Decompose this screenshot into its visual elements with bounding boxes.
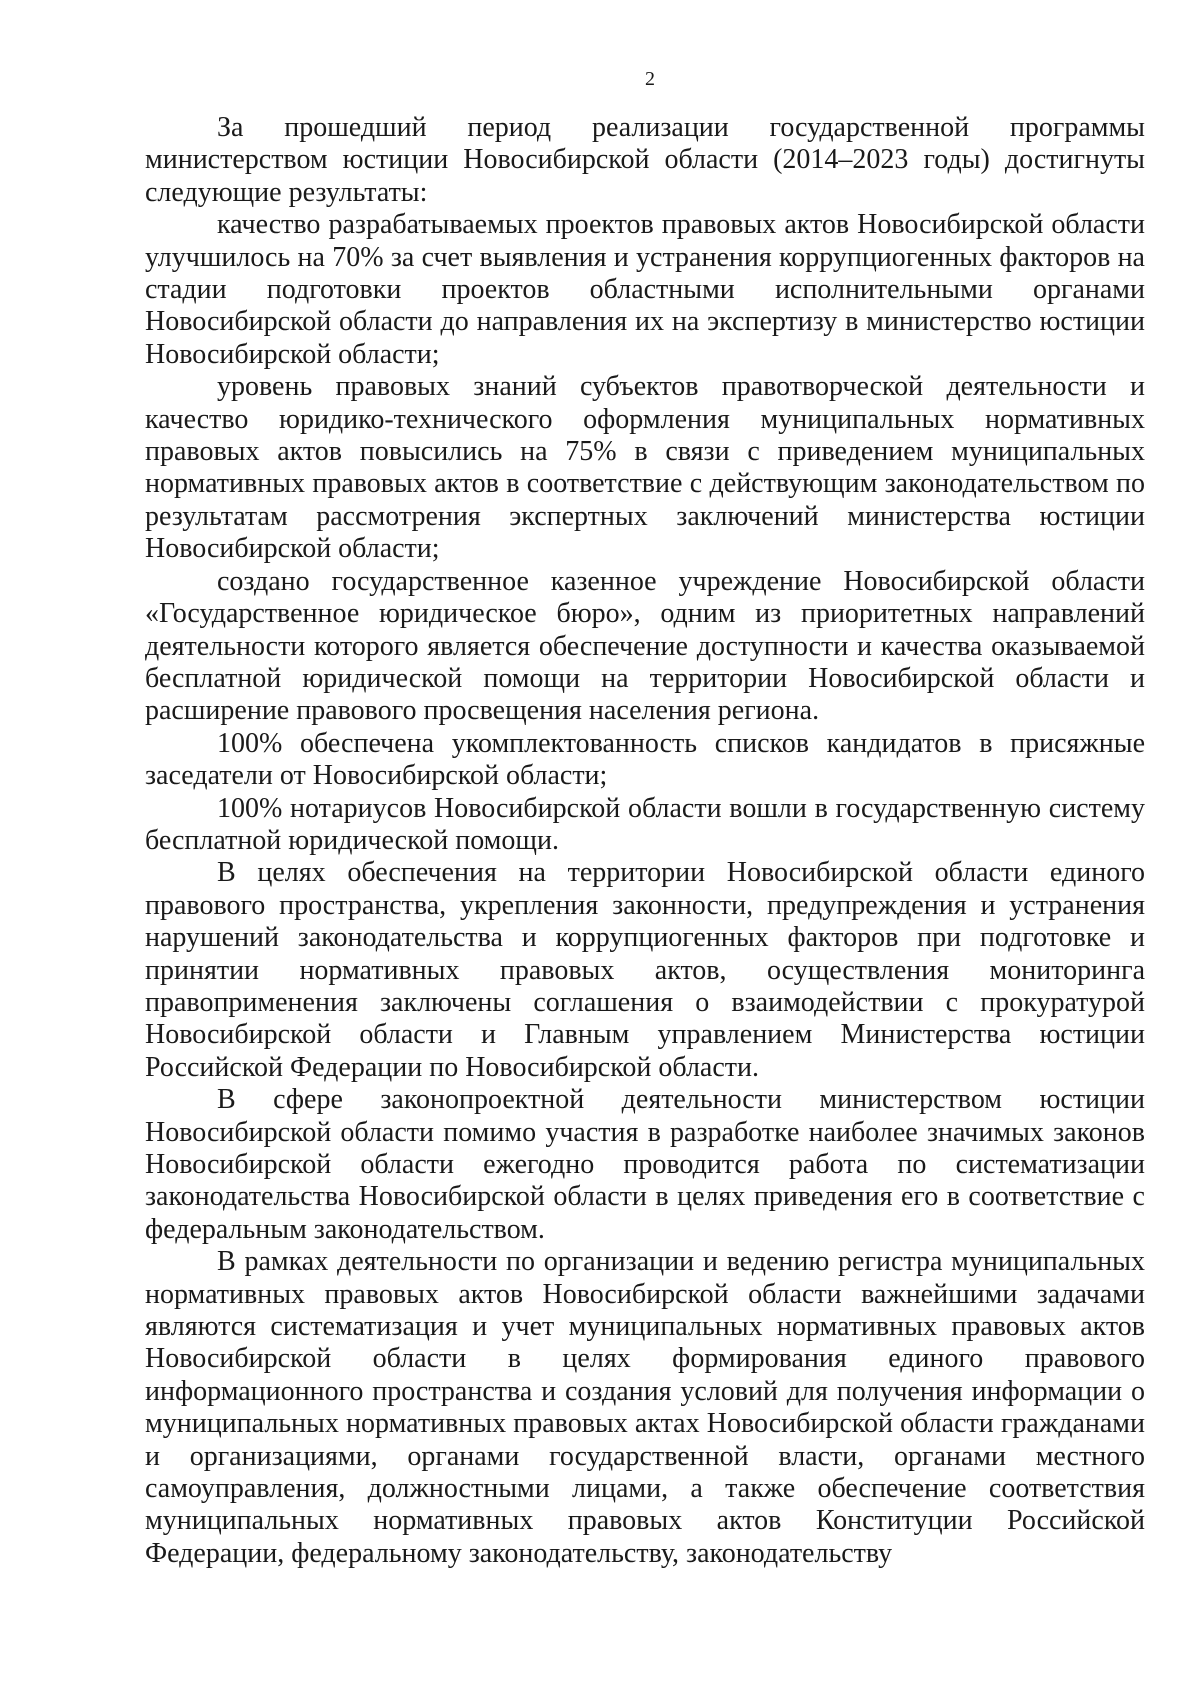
paragraph-jury-lists: 100% обеспечена укомплектованность списков кандидатов в присяжные заседатели от Новосибирской области; xyxy=(145,727,1145,792)
paragraph-results-intro: За прошедший период реализации государственной программы министерством юстиции Новосибирской области (2014–2023 годы) достигнуты следующие результаты: xyxy=(145,112,1145,208)
paragraph-legislative-activity: В сфере законопроектной деятельности министерством юстиции Новосибирской области помимо участия в разработке наиболее значимых законов Новосибирской области ежегодно проводится работа по систематизации законодательства Новосибирской области в целях приведения его в соответствие с федеральным законодательством. xyxy=(145,1084,1145,1245)
paragraph-cooperation-agreements: В целях обеспечения на территории Новосибирской области единого правового пространства, укрепления законности, предупреждения и устранения нарушений законодательства и коррупциогенных факторов при подготовке и принятии нормативных правовых актов, осуществления мониторинга правоприменения заключены соглашения о взаимодействии с прокуратурой Новосибирской области и Главным управлением Министерства юстиции Российской Федерации по Новосибирской области. xyxy=(145,857,1145,1083)
document-body xyxy=(145,112,1145,1570)
paragraph-notaries: 100% нотариусов Новосибирской области вошли в государственную систему бесплатной юридической помощи. xyxy=(145,792,1145,856)
paragraph-municipal-register: В рамках деятельности по организации и ведению регистра муниципальных нормативных правовых актов Новосибирской области важнейшими задачами являются систематизация и учет муниципальных нормативных правовых актов Новосибирской области в целях формирования единого правового информационного пространства и создания условий для получения информации о муниципальных нормативных правовых актах Новосибирской области гражданами и организациями, органами государственной власти, органами местного самоуправления, должностными лицами, а также обеспечение соответствия муниципальных нормативных правовых актов Конституции Российской Федерации, федеральному законодательству, законодательству xyxy=(145,1246,1145,1569)
paragraph-legal-bureau: создано государственное казенное учреждение Новосибирской области «Государственное юридическое бюро», одним из приоритетных направлений деятельности которого является обеспечение доступности и качества оказываемой бесплатной юридической помощи на территории Новосибирской области и расширение правового просвещения населения региона. xyxy=(145,565,1145,727)
paragraph-quality-of-drafts: качество разрабатываемых проектов правовых актов Новосибирской области улучшилось на 70% за счет выявления и устранения коррупциогенных факторов на стадии подготовки проектов областными исполнительными органами Новосибирской области до направления их на экспертизу в министерство юстиции Новосибирской области; xyxy=(145,209,1145,370)
page-number: 2 xyxy=(645,68,655,90)
paragraph-legal-knowledge: уровень правовых знаний субъектов правотворческой деятельности и качество юридико-технического оформления муниципальных нормативных правовых актов повысились на 75% в связи с приведением муниципальных нормативных правовых актов в соответствие с действующим законодательством по результатам рассмотрения экспертных заключений министерства юстиции Новосибирской области; xyxy=(145,371,1145,565)
